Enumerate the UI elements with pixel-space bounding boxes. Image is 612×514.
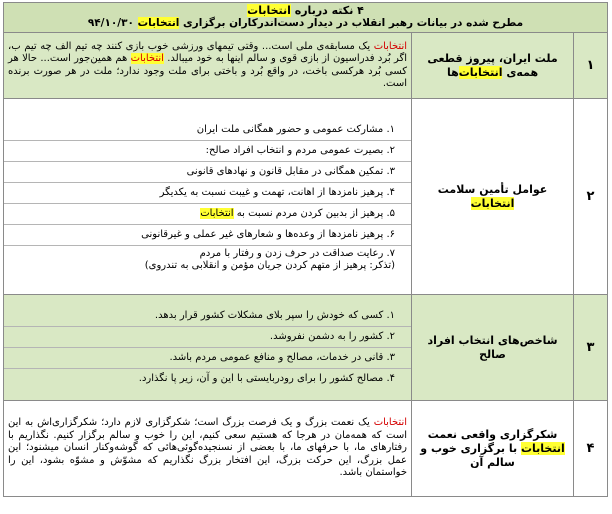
- subtitle-text: مطرح شده در بیانات رهبر انقلاب در دیدار دست‌اندرکاران برگزاری: [179, 17, 524, 29]
- list-item-text: ۷. رعایت صداقت در حرف زدن و رفتار با مردم: [199, 247, 396, 259]
- list-item: ۱. مشارکت عمومی و حضور همگانی ملت ایران: [196, 123, 396, 135]
- red-keyword: انتخابات: [373, 40, 408, 52]
- row-description: [4, 401, 412, 497]
- red-keyword: انتخابات: [373, 417, 408, 429]
- category-text: شکرگزاری واقعی نعمت: [427, 427, 558, 441]
- category-highlight: انتخابات: [458, 65, 503, 79]
- list-item: [4, 245, 411, 274]
- table-row: [4, 401, 608, 497]
- main-title: [8, 4, 603, 17]
- list-item: ۴. مصالح کشور را برای رودربایستی با این و آن، زیر پا نگذارد.: [4, 368, 411, 389]
- row-number: ۴: [574, 401, 608, 497]
- list-item: ۲. بصیرت عمومی مردم و انتخاب افراد صالح:: [4, 140, 411, 161]
- row-category: شاخص‌های انتخاب افراد صالح: [412, 295, 574, 401]
- list-item: ۴. پرهیز نامزدها از اهانت، تهمت و غیبت نسبت به یکدیگر: [4, 182, 411, 203]
- item-list: [4, 120, 411, 274]
- description-text: یک مسابقه‌ی ملی است... وقتی تیمهای ورزشی خوب بازی کنند چه تیم الف چه تیم ب، اگر بُرد فدراسیون از بازی قوی و سالم اینها به خود میبالد.: [8, 40, 408, 64]
- row-list-cell: [4, 295, 412, 401]
- table-row: [4, 295, 608, 401]
- row-description: [4, 33, 412, 99]
- list-item: [4, 203, 411, 224]
- description-text: یک نعمت بزرگ و یک فرصت بزرگ است؛ شکرگزاری لازم دارد؛ شکرگزاری‌اش به این است که همه‌مان در هرجا که هستیم سعی کنیم، این را خوب و سالم برگزار کنیم. نگذاریم با رفتارهای ما، با حرفهای ما، با بعضی از نسنجیده‌گوئی‌هائی که گوشه‌وکنار انسان میشنود؛ این عمل بزرگ، این حرکت بزرگ، این افتخار بزرگ نگذاریم که مشوّش و مشوّه بشود، این را خواستمان باشد.: [8, 417, 408, 479]
- list-item-note: (تذکر: پرهیز از متهم کردن جریان مؤمن و انقلابی به تندروی): [144, 259, 396, 271]
- list-item: ۶. پرهیز نامزدها از وعده‌ها و شعارهای غیر عملی و غیرقانونی: [4, 224, 411, 245]
- title-highlight: انتخابات: [247, 4, 291, 17]
- category-text: عوامل تأمین سلامت: [437, 182, 548, 196]
- list-item-text: ۵. پرهیز از بدبین کردن مردم نسبت به: [233, 207, 396, 219]
- row-number: ۳: [574, 295, 608, 401]
- summary-table: [3, 2, 608, 497]
- row-number: ۲: [574, 99, 608, 295]
- category-highlight: انتخابات: [520, 441, 565, 455]
- list-item: ۲. کشور را به دشمن نفروشد.: [4, 326, 411, 347]
- list-item: ۳. قانی در خدمات، مصالح و منافع عمومی مردم باشد.: [4, 347, 411, 368]
- red-highlight-keyword: انتخابات: [130, 53, 164, 64]
- category-suffix: با برگزاری خوب و سالم آن: [420, 441, 521, 469]
- category-highlight: انتخابات: [470, 196, 515, 210]
- title-text: ۴ نکته درباره: [290, 4, 364, 17]
- category-text: ملت ایران، پیروز قطعی همه‌ی: [427, 51, 558, 79]
- subtitle: [8, 17, 603, 30]
- row-category: [412, 33, 574, 99]
- description-text: هم همین‌جور است... حالا هر کسی بُرد هرکسی باخت، در واقع بُرد و باختی برای ملت وجود ندارد؛ ملت در هر صورت برنده است.: [8, 53, 408, 89]
- item-list: [4, 306, 411, 389]
- row-list-cell: [4, 99, 412, 295]
- table-row: [4, 99, 608, 295]
- document: [3, 2, 607, 497]
- list-item: ۱. کسی که خودش را سپر بلای مشکلات کشور قرار بدهد.: [154, 310, 396, 321]
- subtitle-date: ۹۴/۱۰/۳۰: [87, 17, 138, 29]
- row-category: [412, 401, 574, 497]
- row-number: ۱: [574, 33, 608, 99]
- list-item-highlight: انتخابات: [200, 207, 234, 219]
- row-category: [412, 99, 574, 295]
- title-row: [4, 3, 608, 33]
- category-suffix: ‌ها: [446, 65, 459, 79]
- table-row: [4, 33, 608, 99]
- list-item: ۳. تمکین همگانی در مقابل قانون و نهادهای قانونی: [4, 161, 411, 182]
- title-cell: [4, 3, 608, 33]
- subtitle-highlight: انتخابات: [137, 17, 180, 29]
